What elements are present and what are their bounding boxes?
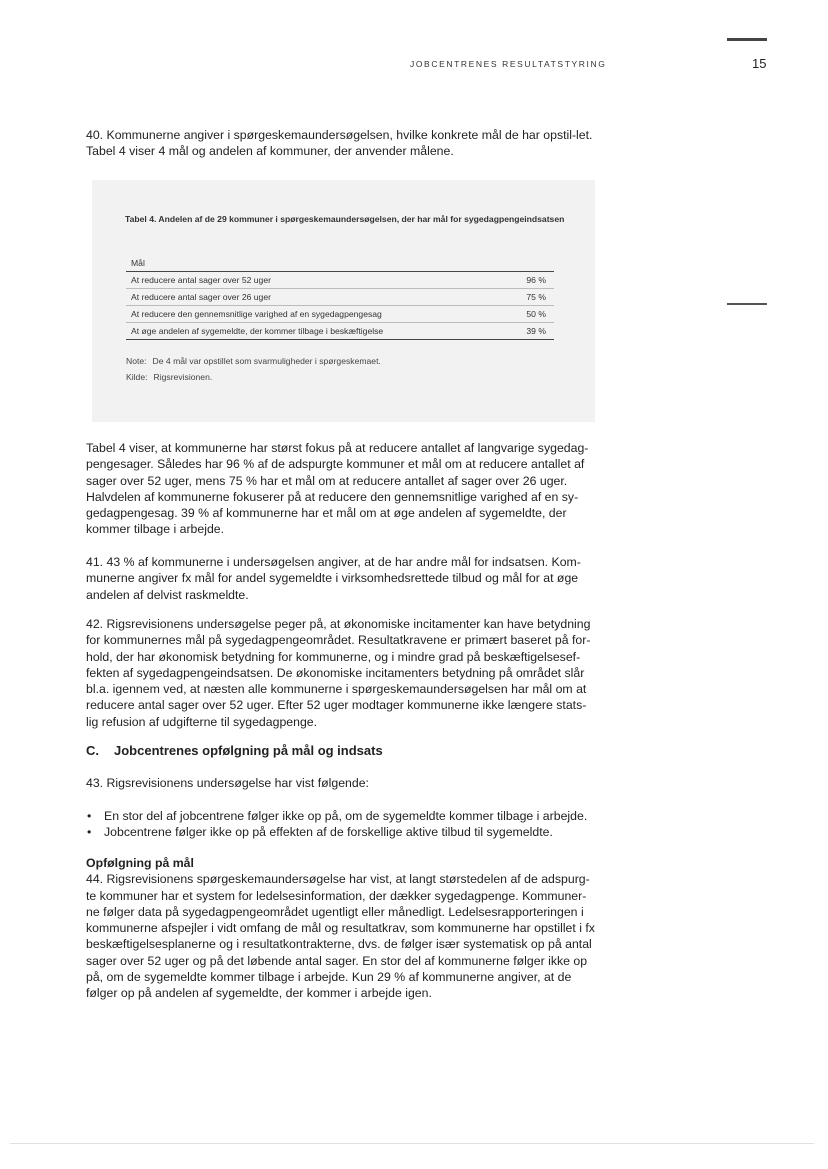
table-header-row	[126, 255, 554, 272]
subheading: Opfølgning på mål	[86, 856, 194, 870]
bullet-icon: •	[87, 825, 92, 840]
bullet-icon: •	[87, 809, 92, 823]
paragraph-40-text: 40. Kommunerne angiver i spørgeskemaundersøgelsen, hvilke konkrete mål de har opstil-let. Tabel 4 viser 4 mål og andelen af kommuner, der anvender målene.	[86, 128, 593, 159]
list-item-text: En stor del af jobcentrene følger ikke op på, om de sygemeldte kommer tilbage i arbejde.	[104, 809, 588, 823]
table-row	[126, 272, 554, 289]
note-text: De 4 mål var opstillet som svarmuligheder i spørgeskemaet.	[152, 356, 381, 366]
paragraph-41-text: 41. 43 % af kommunerne i undersøgelsen angiver, at de har andre mål for indsatsen. Kom-munerne angiver fx mål for andel sygemeldte i virksomhedsrettede tilbud og mål for at øge andelen af delvist raskmeldte.	[86, 555, 581, 602]
table-4-box	[92, 180, 595, 422]
table-cell-value: 50 %	[481, 306, 554, 323]
table-cell-goal: At øge andelen af sygemeldte, der kommer tilbage i beskæftigelse	[126, 323, 481, 340]
paragraph-44-text: 44. Rigsrevisionens spørgeskemaundersøgelse har vist, at langt størstedelen af de adspurg-te kommuner har et system for ledelsesinformation, der dækker sygedagpenge. Kommuner-ne følger data på sygedagpengeområdet ugentligt eller månedligt. Ledelsesrapporteringen i kommunerne afspejler i vidt omfang de mål og resultatkrav, som kommunerne har opstillet i fx beskæftigelsesplanerne og i resultatkontrakterne, dvs. de følger især systematisk op på antal sager over 52 uger og på det løbende antal sager. En stor del af kommunerne følger ikke op på, om de sygemeldte kommer tilbage i arbejde. Kun 29 % af kommunerne angiver, at de følger op på andelen af sygemeldte, der kommer i arbejde igen.	[86, 872, 595, 1001]
margin-mark-middle	[727, 303, 767, 305]
subsection-opfoelgning	[86, 855, 598, 1002]
table-cell-goal: At reducere den gennemsnitlige varighed af en sygedagpengesag	[126, 306, 481, 323]
table-notes	[126, 353, 381, 385]
source-text: Rigsrevisionen.	[153, 372, 213, 382]
section-heading-c	[86, 743, 383, 758]
column-header-goal: Mål	[126, 255, 481, 272]
table-cell-value: 75 %	[481, 289, 554, 306]
list-item	[86, 824, 598, 840]
margin-mark-top	[727, 38, 767, 41]
column-header-value	[481, 255, 554, 272]
page-number: 15	[752, 56, 767, 71]
paragraph-table4	[86, 440, 598, 538]
table-row	[126, 289, 554, 306]
note-label: Note:	[126, 356, 147, 366]
table-note	[126, 353, 381, 369]
table-cell-value: 96 %	[481, 272, 554, 289]
paragraph-42	[86, 616, 598, 730]
paragraph-42-text: 42. Rigsrevisionens undersøgelse peger på, at økonomiske incitamenter kan have betydning for kommunernes mål på sygedagpengeområdet. Resultatkravene er primært baseret på for-hold, der har økonomisk betydning for kommunerne, og i mindre grad på beskæftigelsesef-fekten af sygedagpengeindsatsen. De økonomiske incitamenters betydning på området slår bl.a. igennem ved, at næsten alle kommunerne i spørgeskemaundersøgelsen har mål om at reducere antal sager over 52 uger. Efter 52 uger modtager kommunerne ikke længere stats-lig refusion af udgifterne til sygedagpenge.	[86, 617, 591, 729]
paragraph-40	[86, 127, 598, 160]
table-source	[126, 369, 381, 385]
source-label: Kilde:	[126, 372, 148, 382]
running-header: JOBCENTRENES RESULTATSTYRING	[410, 59, 607, 69]
table-row	[126, 323, 554, 340]
table-cell-goal: At reducere antal sager over 52 uger	[126, 272, 481, 289]
table-caption: Tabel 4. Andelen af de 29 kommuner i spørgeskemaundersøgelsen, der har mål for sygedagpengeindsatsen	[125, 214, 565, 224]
paragraph-table4-text: Tabel 4 viser, at kommunerne har størst fokus på at reducere antallet af langvarige sygedag-pengesager. Således har 96 % af de adspurgte kommuner et mål om at reducere antallet af sager over 52 uger, mens 75 % har et mål om at reducere antallet af sager over 26 uger. Halvdelen af kommunerne fokuserer på at reducere den gennemsnitlige varighed af en sy-gedagpengesag. 39 % af kommunerne har et mål om at øge andelen af sygemeldte, der kommer tilbage i arbejde.	[86, 441, 589, 537]
table-cell-goal: At reducere antal sager over 26 uger	[126, 289, 481, 306]
section-title: Jobcentrenes opfølgning på mål og indsats	[114, 743, 383, 758]
bullet-list	[86, 808, 598, 841]
paragraph-43	[86, 775, 598, 791]
section-label: C.	[86, 743, 99, 758]
list-item	[86, 808, 598, 824]
table-4	[126, 255, 554, 340]
table-row	[126, 306, 554, 323]
table-cell-value: 39 %	[481, 323, 554, 340]
footer-divider	[10, 1143, 814, 1144]
paragraph-41	[86, 554, 598, 603]
paragraph-43-text: 43. Rigsrevisionens undersøgelse har vist følgende:	[86, 776, 369, 790]
list-item-text: Jobcentrene følger ikke op på effekten af de forskellige aktive tilbud til sygemeldte.	[104, 825, 553, 840]
